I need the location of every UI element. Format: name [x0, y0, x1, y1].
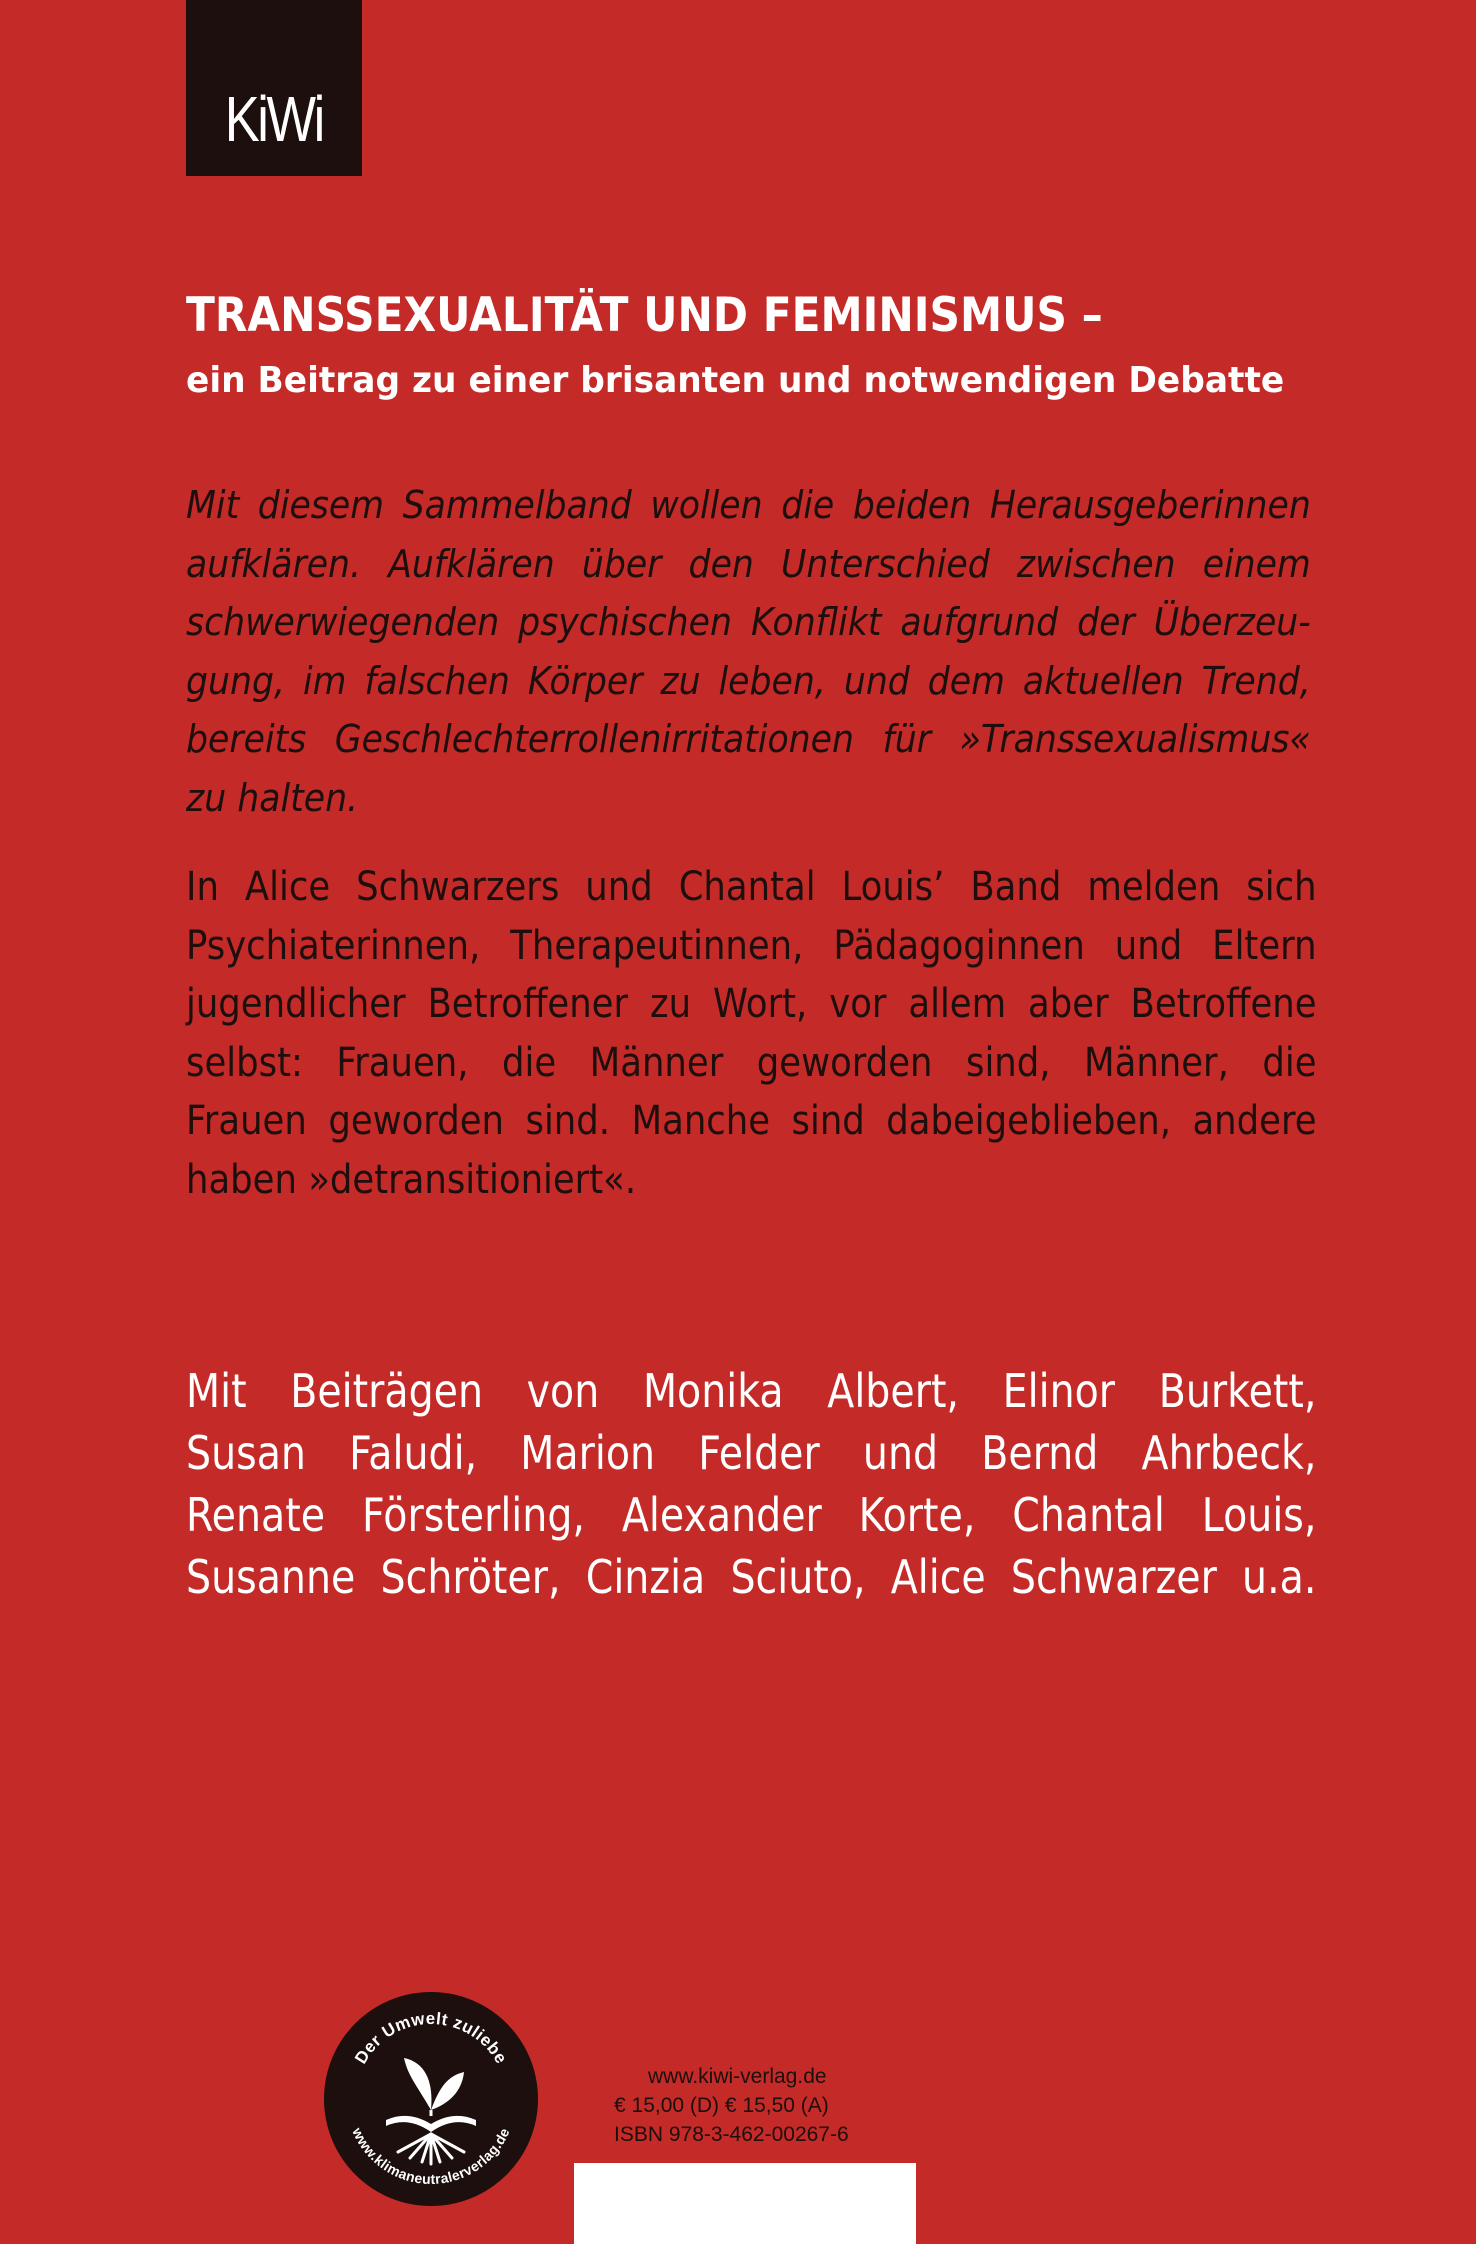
contributors-line: Susan Faludi, Marion Felder und Bernd Ahrbeck, [186, 1426, 1317, 1480]
body-paragraph [186, 858, 1317, 1209]
logo-text: KiWi [224, 83, 324, 155]
intro-line: schwerwiegenden psychischen Konflikt aufgrund der Überzeu- [186, 600, 1311, 644]
body-line: haben »detransitioniert«. [186, 1156, 637, 1203]
body-line: selbst: Frauen, die Männer geworden sind, Männer, die [186, 1039, 1317, 1086]
contributors-list [186, 1360, 1316, 1608]
body-line: jugendlicher Betroffener zu Wort, vor allem aber Betroffene [186, 981, 1317, 1027]
publisher-info [614, 2062, 849, 2149]
price-info: € 15,00 (D) € 15,50 (A) [614, 2094, 829, 2117]
badge-top-text: Der Umwelt zuliebe [351, 2008, 511, 2068]
contributors-line: Susanne Schröter, Cinzia Sciuto, Alice Schwarzer u.a. [186, 1550, 1317, 1604]
intro-line: Mit diesem Sammelband wollen die beiden Herausgeberinnen [186, 483, 1311, 527]
intro-paragraph [186, 476, 1311, 827]
intro-line: bereits Geschlechterrollenirritationen für »Transsexualismus« [186, 717, 1311, 761]
climate-neutral-badge [324, 1992, 538, 2206]
book-leaf-icon [386, 2058, 476, 2164]
svg-text:Der Umwelt zuliebe [351, 2009, 511, 2067]
contributors-line: Mit Beiträgen von Monika Albert, Elinor Burkett, [186, 1364, 1317, 1418]
subheadline: ein Beitrag zu einer brisanten und notwendigen Debatte [186, 360, 1285, 401]
badge-bottom-text: www.klimaneutralerverlag.de [349, 2125, 513, 2188]
intro-line: aufklären. Aufklären über den Unterschied zwischen einem [186, 541, 1311, 586]
intro-line: zu halten. [186, 775, 359, 820]
body-line: Psychiaterinnen, Therapeutinnen, Pädagoginnen und Eltern [186, 922, 1317, 969]
badge-graphic [324, 1992, 538, 2206]
publisher-url: www.kiwi-verlag.de [648, 2065, 827, 2088]
publisher-logo [186, 0, 362, 176]
body-line: Frauen geworden sind. Manche sind dabeigeblieben, andere [186, 1098, 1317, 1144]
headline: TRANSSEXUALITÄT UND FEMINISMUS – [186, 288, 1103, 343]
body-line: In Alice Schwarzers und Chantal Louis’ Band melden sich [186, 864, 1317, 910]
barcode-area [574, 2163, 916, 2244]
contributors-line: Renate Försterling, Alexander Korte, Chantal Louis, [186, 1488, 1317, 1542]
isbn: ISBN 978-3-462-00267-6 [614, 2123, 849, 2146]
intro-line: gung, im falschen Körper zu leben, und dem aktuellen Trend, [186, 658, 1311, 703]
